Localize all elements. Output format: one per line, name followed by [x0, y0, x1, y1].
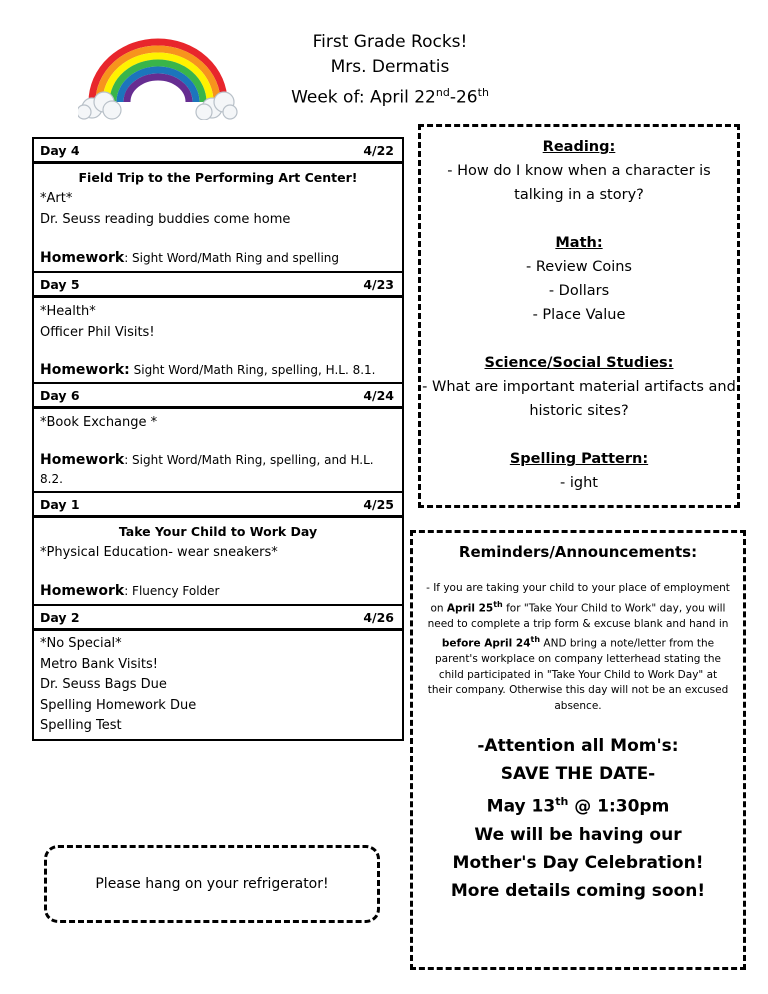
rainbow-clipart [78, 28, 238, 120]
day-header [34, 273, 402, 298]
reminders-box [410, 530, 746, 970]
day-line: *No Special* [40, 636, 122, 651]
reading-text: - How do I know when a character is talking in a story? [447, 163, 711, 203]
reading-title: Reading: [542, 139, 616, 155]
day-date: 4/22 [363, 143, 394, 158]
math-item: - Dollars [548, 283, 610, 299]
subjects-box [418, 124, 740, 508]
day-date: 4/26 [363, 610, 394, 625]
day-label: Day 6 [40, 388, 80, 403]
homework: Homework: Sight Word/Math Ring and spelling [40, 250, 340, 266]
day-event-title: Field Trip to the Performing Art Center! [78, 170, 358, 185]
math-title: Math: [555, 235, 603, 251]
page-header [240, 30, 540, 111]
science-text: - What are important material artifacts and historic sites? [422, 379, 736, 419]
day-date: 4/24 [363, 388, 394, 403]
day-event-title: Take Your Child to Work Day [118, 524, 318, 539]
reminders-text: - If you are taking your child to your place of employment on April 25th for "Take Your Child to Work" day, you will need to complete a trip form & excuse blank and hand in before April 24th AND bring a note/letter from the parent's workplace on company letterhead stating the child participated in "Take Your Child to Work Day" at their company. Otherwise this day will not be an excused absence. [426, 582, 730, 712]
day-body [34, 409, 402, 493]
day-label: Day 2 [40, 610, 80, 625]
day-body [34, 631, 402, 739]
header-line1: First Grade Rocks! [312, 32, 468, 52]
day-line: *Art* [40, 191, 73, 206]
day-header [34, 139, 402, 164]
day-body [34, 518, 402, 606]
day-line: Spelling Test [40, 718, 122, 733]
reminders-title: Reminders/Announcements: [458, 543, 698, 561]
day-line: *Book Exchange * [40, 415, 158, 430]
header-week: Week of: April 22nd-26th [291, 86, 489, 108]
day-line: *Health* [40, 304, 96, 319]
day-date: 4/23 [363, 277, 394, 292]
day-line: Spelling Homework Due [40, 697, 197, 713]
day-body [34, 164, 402, 273]
header-teacher: Mrs. Dermatis [330, 57, 450, 77]
homework: Homework: Fluency Folder [40, 583, 220, 599]
day-line: Dr. Seuss reading buddies come home [40, 212, 291, 227]
fridge-note-text: Please hang on your refrigerator! [95, 876, 329, 892]
mothers-day-announcement: -Attention all Mom's: SAVE THE DATE- May 13th @ 1:30pm We will be having our Mother's Day Celebration! More details coming soon! [450, 736, 706, 901]
day-line: *Physical Education- wear sneakers* [40, 545, 278, 560]
spelling-text: - ight [560, 475, 598, 491]
day-line: Dr. Seuss Bags Due [40, 677, 167, 692]
homework: Homework: Sight Word/Math Ring, spelling, H.L. 8.1. [40, 362, 376, 378]
fridge-note [44, 845, 380, 923]
day-line: Metro Bank Visits! [40, 656, 158, 672]
day-line: Officer Phil Visits! [40, 325, 155, 340]
day-label: Day 5 [40, 277, 80, 292]
day-header [34, 493, 402, 518]
day-body [34, 298, 402, 384]
day-date: 4/25 [363, 497, 394, 512]
day-label: Day 1 [40, 497, 80, 512]
day-label: Day 4 [40, 143, 80, 158]
homework: Homework: Sight Word/Math Ring, spelling, and H.L. 8.2. [40, 452, 374, 486]
spelling-title: Spelling Pattern: [509, 451, 649, 467]
math-item: - Review Coins [526, 259, 632, 275]
day-header [34, 606, 402, 631]
schedule-table [32, 137, 404, 741]
math-item: - Place Value [532, 307, 626, 323]
science-title: Science/Social Studies: [484, 355, 674, 371]
day-header [34, 384, 402, 409]
